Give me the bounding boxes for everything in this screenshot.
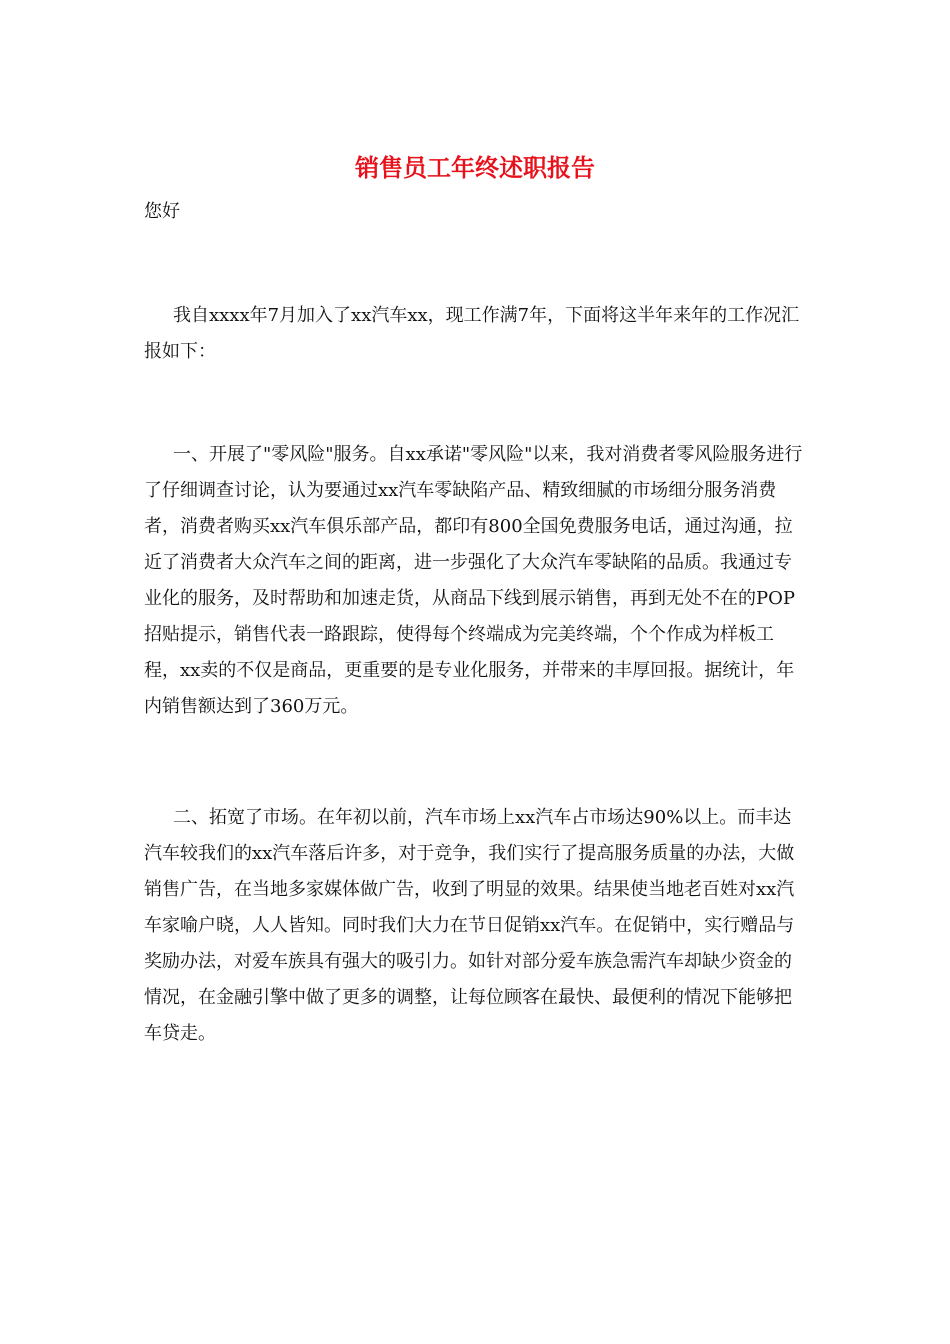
intro-paragraph: 我自xxxx年7月加入了xx汽车xx，现工作满7年，下面将这半年来年的工作况汇报如下： — [144, 305, 800, 362]
section-two-paragraph: 二、拓宽了市场。在年初以前，汽车市场上xx汽车占市场达90%以上。而丰达汽车较我们的xx汽车落后许多，对于竞争，我们实行了提高服务质量的办法，大做销售广告，在当地多家媒体做广告，收到了明显的效果。结果使当地老百姓对xx汽车家喻户晓，人人皆知。同时我们大力在节日促销xx汽车。在促销中，实行赠品与奖励办法，对爱车族具有强大的吸引力。如针对部分爱车族急需汽车却缺少资金的情况，在金融引擎中做了更多的调整，让每位顾客在最快、最便利的情况下能够把车贷走。 — [144, 807, 795, 1044]
document-title: 销售员工年终述职报告 — [355, 153, 595, 182]
greeting-text: 您好 — [144, 201, 180, 222]
section-one-paragraph: 一、开展了"零风险"服务。自xx承诺"零风险"以来，我对消费者零风险服务进行了仔细调查讨论，认为要通过xx汽车零缺陷产品、精致细腻的市场细分服务消费者，消费者购买xx汽车俱乐部产品，都印有800全国免费服务电话，通过沟通，拉近了消费者大众汽车之间的距离，进一步强化了大众汽车零缺陷的品质。我通过专业化的服务，及时帮助和加速走货，从商品下线到展示销售，再到无处不在的POP招贴提示，销售代表一路跟踪，使得每个终端成为完美终端，个个作成为样板工程，xx卖的不仅是商品，更重要的是专业化服务，并带来的丰厚回报。据统计，年内销售额达到了360万元。 — [144, 444, 803, 717]
